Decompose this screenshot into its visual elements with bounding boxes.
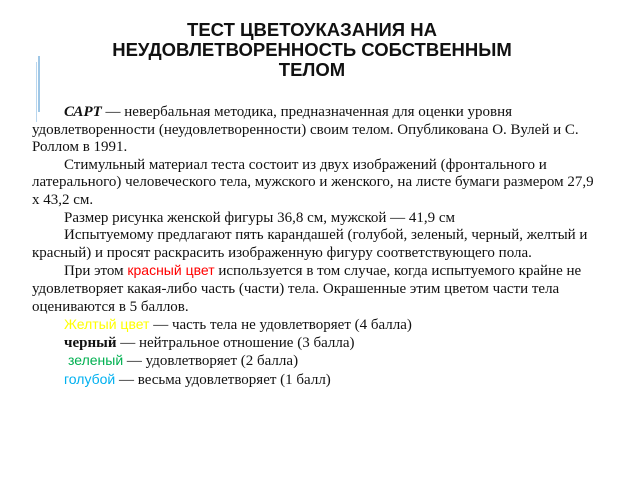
title-line-1: ТЕСТ ЦВЕТОУКАЗАНИЯ НА	[187, 19, 437, 40]
score-yellow-text: — часть тела не удовлетворяет (4 балла)	[149, 317, 412, 334]
body-text	[32, 104, 602, 390]
stimulus-paragraph: Стимульный материал теста состоит из двух изображений (фронтального и латерального) человеческого тела, мужского и женского, на листе бумаги размером 27,9 х 43,2 см.	[32, 156, 594, 208]
score-yellow	[32, 316, 602, 335]
score-blue-text: — весьма удовлетворяет (1 балл)	[115, 371, 331, 388]
red-color-word: красный цвет	[127, 262, 215, 279]
intro-definition: — невербальная методика, предназначенная для оценки уровня удовлетворенности (неудовлетворенности) своим телом. Опубликована О. Вулей и С. Роллом в 1991.	[32, 104, 579, 156]
red-rule-prefix: При этом	[64, 263, 128, 280]
page-title	[50, 20, 574, 80]
blue-color-word: голубой	[64, 370, 116, 387]
pencils-paragraph: Испытуемому предлагают пять карандашей (голубой, зеленый, черный, желтый и красный) и просят раскрасить изображенную фигуру соответствующего пола.	[32, 227, 588, 261]
intro-paragraph	[32, 104, 602, 157]
sart-term: САРТ	[64, 104, 102, 120]
score-blue	[32, 371, 602, 390]
red-rule-paragraph	[32, 262, 602, 316]
green-color-word: зеленый	[68, 352, 124, 369]
score-green-text: — удовлетворяет (2 балла)	[123, 353, 299, 370]
size-paragraph: Размер рисунка женской фигуры 36,8 см, мужской — 41,9 см	[64, 209, 456, 226]
score-black-text: — нейтральное отношение (3 балла)	[116, 334, 355, 351]
score-black	[32, 335, 602, 353]
black-color-word: черный	[64, 334, 117, 351]
title-line-3: ТЕЛОМ	[278, 59, 346, 80]
red-rule-suffix: используется в том случае, когда испытуемого крайне не удовлетворяет какая-либо часть (части) тела. Окрашенные этим цветом части тела оцениваются в 5 баллов.	[32, 263, 582, 315]
score-green	[32, 352, 602, 371]
title-line-2: НЕУДОВЛЕТВОРЕННОСТЬ СОБСТВЕННЫМ	[112, 39, 512, 60]
yellow-color-word: Желтый цвет	[64, 316, 150, 333]
